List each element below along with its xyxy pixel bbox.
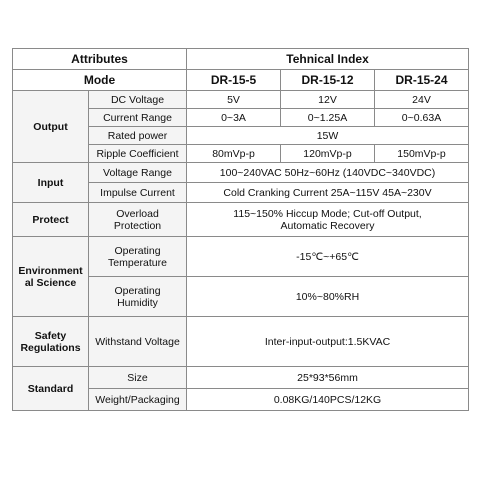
withstand-voltage-label: Withstand Voltage bbox=[89, 317, 187, 367]
input-category: Input bbox=[13, 163, 89, 203]
overload-protection-label bbox=[89, 203, 187, 237]
size-value: 25*93*56mm bbox=[187, 367, 469, 389]
voltage-range-value: 100~240VAC 50Hz~60Hz (140VDC~340VDC) bbox=[187, 163, 469, 183]
withstand-voltage-value: Inter-input-output:1.5KVAC bbox=[187, 317, 469, 367]
overload-label-line2: Protection bbox=[113, 219, 162, 232]
model-dr-15-12: DR-15-12 bbox=[281, 70, 375, 91]
spec-table-container bbox=[12, 48, 468, 432]
temperature-row bbox=[13, 237, 469, 277]
current-range-value: 0~0.63A bbox=[375, 109, 469, 127]
dc-voltage-value: 24V bbox=[375, 91, 469, 109]
ripple-value: 120mVp-p bbox=[281, 145, 375, 163]
voltage-range-row bbox=[13, 163, 469, 183]
rated-power-value: 15W bbox=[187, 127, 469, 145]
technical-index-header: Tehnical Index bbox=[187, 49, 469, 70]
safety-line2: Regulations bbox=[20, 341, 81, 354]
model-dr-15-5: DR-15-5 bbox=[187, 70, 281, 91]
model-dr-15-24: DR-15-24 bbox=[375, 70, 469, 91]
temperature-label bbox=[89, 237, 187, 277]
environment-line2: al Science bbox=[24, 276, 77, 289]
temperature-value: -15℃~+65℃ bbox=[187, 237, 469, 277]
voltage-range-label: Voltage Range bbox=[89, 163, 187, 183]
safety-line1: Safety bbox=[34, 329, 67, 342]
protect-category: Protect bbox=[13, 203, 89, 237]
overload-value-line2: Automatic Recovery bbox=[280, 219, 375, 232]
dc-voltage-label: DC Voltage bbox=[89, 91, 187, 109]
current-range-value: 0~3A bbox=[187, 109, 281, 127]
environment-category bbox=[13, 237, 89, 317]
humidity-label-line2: Humidity bbox=[117, 296, 158, 309]
safety-row bbox=[13, 317, 469, 367]
humidity-label-line1: Operating bbox=[114, 284, 161, 297]
safety-category bbox=[13, 317, 89, 367]
header-row bbox=[13, 49, 469, 70]
dc-voltage-row bbox=[13, 91, 469, 109]
dc-voltage-value: 5V bbox=[187, 91, 281, 109]
mode-row bbox=[13, 70, 469, 91]
rated-power-label: Rated power bbox=[89, 127, 187, 145]
size-label: Size bbox=[89, 367, 187, 389]
temperature-label-line2: Temperature bbox=[108, 256, 167, 269]
ripple-value: 150mVp-p bbox=[375, 145, 469, 163]
overload-value-line1: 115~150% Hiccup Mode; Cut-off Output, bbox=[233, 207, 422, 220]
current-range-value: 0~1.25A bbox=[281, 109, 375, 127]
temperature-label-line1: Operating bbox=[114, 244, 161, 257]
weight-label: Weight/Packaging bbox=[89, 389, 187, 411]
weight-value: 0.08KG/140PCS/12KG bbox=[187, 389, 469, 411]
ripple-label: Ripple Coefficient bbox=[89, 145, 187, 163]
standard-category: Standard bbox=[13, 367, 89, 411]
environment-line1: Environment bbox=[18, 264, 83, 277]
size-row bbox=[13, 367, 469, 389]
impulse-current-label: Impulse Current bbox=[89, 183, 187, 203]
protect-row bbox=[13, 203, 469, 237]
ripple-value: 80mVp-p bbox=[187, 145, 281, 163]
overload-label-line1: Overload bbox=[116, 207, 159, 220]
humidity-label bbox=[89, 277, 187, 317]
impulse-current-value: Cold Cranking Current 25A~115V 45A~230V bbox=[187, 183, 469, 203]
overload-protection-value bbox=[187, 203, 469, 237]
current-range-label: Current Range bbox=[89, 109, 187, 127]
spec-table bbox=[12, 48, 469, 411]
output-category: Output bbox=[13, 91, 89, 163]
mode-header: Mode bbox=[13, 70, 187, 91]
dc-voltage-value: 12V bbox=[281, 91, 375, 109]
attributes-header: Attributes bbox=[13, 49, 187, 70]
humidity-value: 10%~80%RH bbox=[187, 277, 469, 317]
